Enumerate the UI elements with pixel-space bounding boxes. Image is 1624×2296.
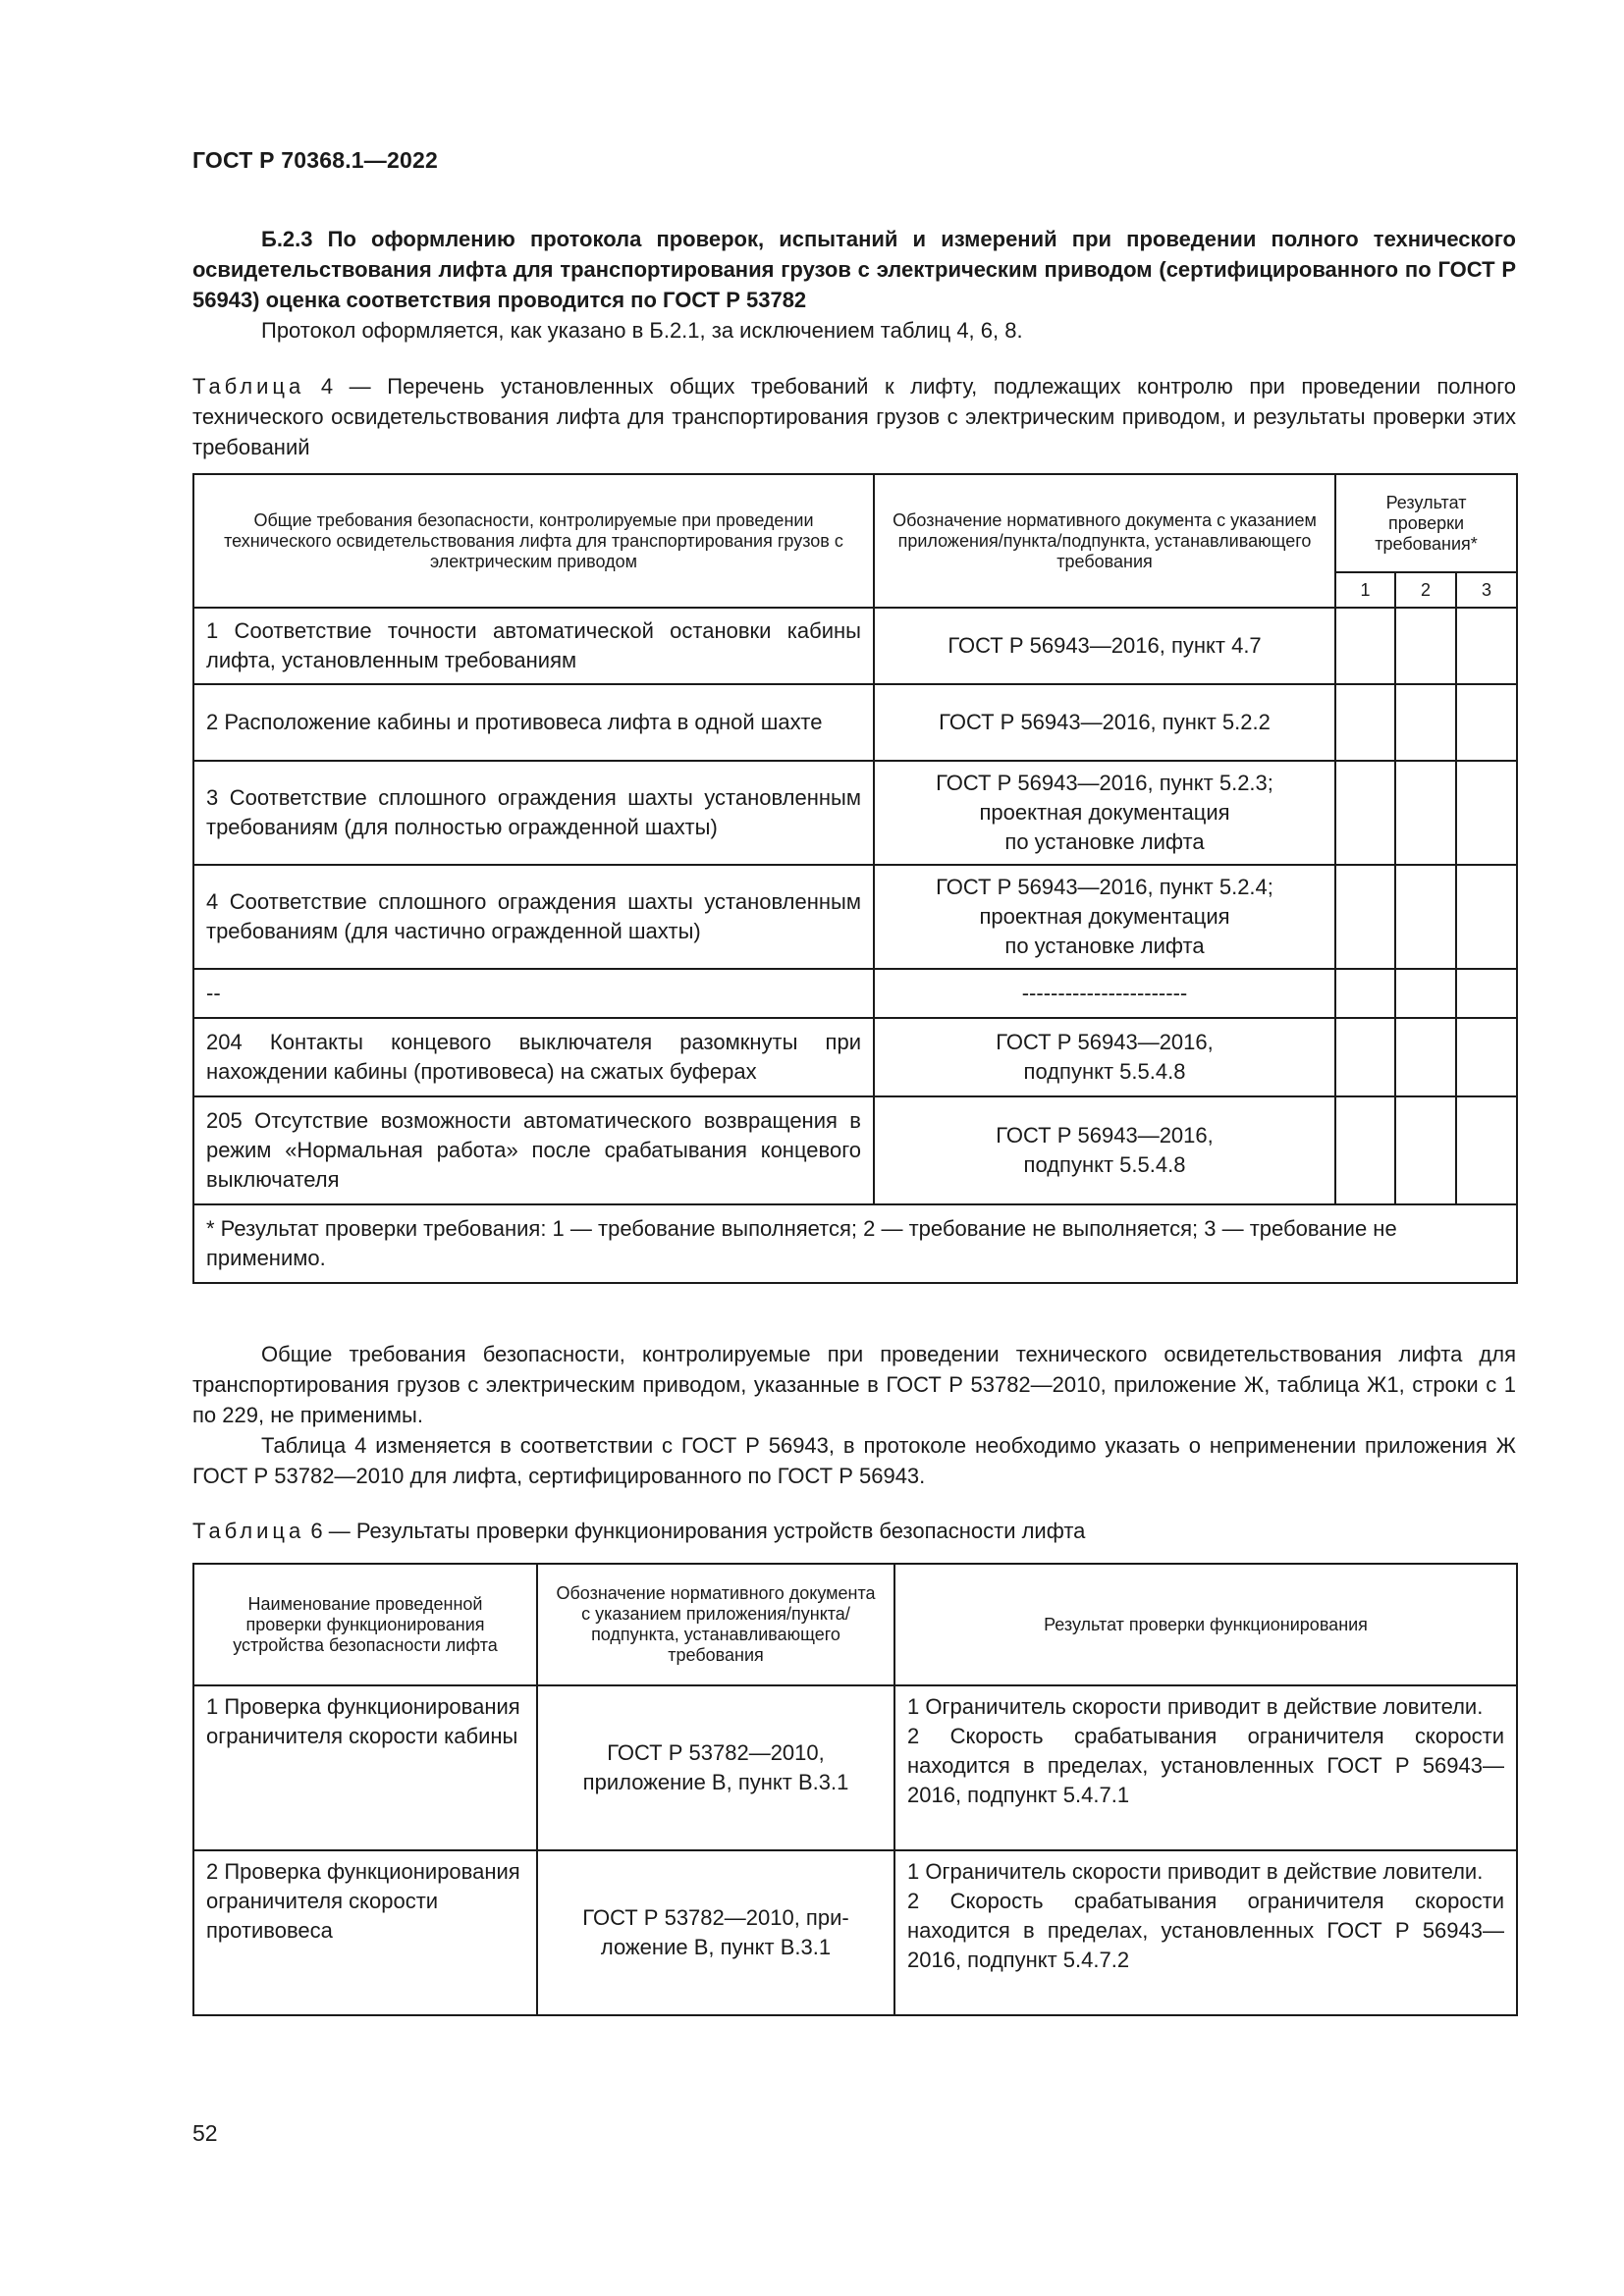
- table6-caption: [192, 1516, 1516, 1546]
- table6-caption-text: 6 — Результаты проверки функционирования устройств безопасности лифта: [304, 1519, 1086, 1543]
- page-number: 52: [192, 2120, 218, 2146]
- result-cell: [1456, 1096, 1517, 1204]
- table4-row2-document: ГОСТ Р 56943—2016, пункт 5.2.2: [874, 684, 1335, 761]
- paragraph: Общие требования безопасности, контролируемые при проведении технического освидетельствования лифта для транспортирования грузов с электрическим приводом, указанные в ГОСТ Р 53782—2010, приложение Ж, таблица Ж1, строки с 1 по 229, не применимы.: [192, 1342, 1516, 1427]
- table4-header-col2: 2: [1395, 572, 1456, 608]
- result-line: 1 Ограничитель скорости приводит в действие ловители.: [907, 1694, 1484, 1719]
- doc-line: ГОСТ Р 56943—2016, пункт 5.2.3;: [936, 771, 1273, 795]
- table4-caption: [192, 371, 1516, 462]
- table6-row1-result: [894, 1685, 1517, 1850]
- table-row: [193, 1096, 1517, 1204]
- table4-row7-requirement: 205 Отсутствие возможности автоматического возвращения в режим «Нормальная работа» после срабатывания концевого выключателя: [193, 1096, 874, 1204]
- result-cell: [1456, 608, 1517, 684]
- table6-row1-name: 1 Проверка функционирования ограничителя скорости кабины: [193, 1685, 537, 1850]
- table-row: [193, 761, 1517, 865]
- result-cell: [1335, 684, 1395, 761]
- result-cell: [1335, 608, 1395, 684]
- table4: [192, 473, 1518, 1284]
- table4-header-col1: 1: [1335, 572, 1395, 608]
- doc-line: приложение В, пункт В.3.1: [582, 1770, 849, 1794]
- table4-row4-document: [874, 865, 1335, 969]
- result-cell: [1335, 1018, 1395, 1096]
- table6-caption-word: Таблица: [192, 1519, 305, 1543]
- result-cell: [1395, 684, 1456, 761]
- result-cell: [1395, 865, 1456, 969]
- table4-row5-document: -----------------------: [874, 969, 1335, 1018]
- doc-line: ГОСТ Р 56943—2016,: [996, 1030, 1214, 1054]
- doc-line: ГОСТ Р 53782—2010, при-: [582, 1905, 849, 1930]
- result-cell: [1395, 969, 1456, 1018]
- table4-row3-requirement: 3 Соответствие сплошного ограждения шахты установленным требованиям (для полностью огражденной шахты): [193, 761, 874, 865]
- table-row: [193, 608, 1517, 684]
- result-cell: [1456, 684, 1517, 761]
- paragraph: Таблица 4 изменяется в соответствии с ГОСТ Р 56943, в протоколе необходимо указать о неприменении приложения Ж ГОСТ Р 53782—2010 для лифта, сертифицированного по ГОСТ Р 56943.: [192, 1433, 1516, 1488]
- result-line: 1 Ограничитель скорости приводит в действие ловители.: [907, 1859, 1484, 1884]
- result-cell: [1395, 1096, 1456, 1204]
- table-row: [193, 1685, 1517, 1850]
- table6-row2-name: 2 Проверка функционирования ограничителя скорости противовеса: [193, 1850, 537, 2015]
- doc-line: ГОСТ Р 56943—2016,: [996, 1123, 1214, 1148]
- result-cell: [1335, 865, 1395, 969]
- table4-header-col3: 3: [1456, 572, 1517, 608]
- section-b23: [192, 224, 1516, 346]
- result-cell: [1395, 761, 1456, 865]
- result-cell: [1456, 1018, 1517, 1096]
- result-cell: [1456, 865, 1517, 969]
- doc-line: ГОСТ Р 53782—2010,: [607, 1740, 825, 1765]
- after-table4-text: [192, 1339, 1516, 1491]
- table4-header-requirements: Общие требования безопасности, контролируемые при проведении технического освидетельствования лифта для транспортирования грузов с электрическим приводом: [193, 474, 874, 608]
- table6-header-document: Обозначение нормативного документа с указанием приложения/пункта/подпункта, устанавливающего требования: [537, 1564, 894, 1685]
- table4-row4-requirement: 4 Соответствие сплошного ограждения шахты установленным требованиям (для частично огражденной шахты): [193, 865, 874, 969]
- result-cell: [1395, 608, 1456, 684]
- result-cell: [1335, 1096, 1395, 1204]
- doc-line: по установке лифта: [1004, 829, 1205, 854]
- table4-caption-text: 4 — Перечень установленных общих требований к лифту, подлежащих контролю при проведении полного технического освидетельствования лифта для транспортирования грузов с электрическим приводом, и результаты проверки этих требований: [192, 374, 1516, 459]
- document-header: ГОСТ Р 70368.1—2022: [192, 147, 438, 173]
- table4-row1-requirement: 1 Соответствие точности автоматической остановки кабины лифта, установленным требованиям: [193, 608, 874, 684]
- result-cell: [1456, 761, 1517, 865]
- table4-header-document: Обозначение нормативного документа с указанием приложения/пункта/подпункта, устанавливающего требования: [874, 474, 1335, 608]
- table6-row2-result: [894, 1850, 1517, 2015]
- table-row: [193, 684, 1517, 761]
- section-body: Протокол оформляется, как указано в Б.2.1, за исключением таблиц 4, 6, 8.: [261, 318, 1023, 343]
- doc-line: проектная документация: [979, 800, 1230, 825]
- result-cell: [1395, 1018, 1456, 1096]
- doc-line: по установке лифта: [1004, 934, 1205, 958]
- section-title: Б.2.3 По оформлению протокола проверок, испытаний и измерений при проведении полного технического освидетельствования лифта для транспортирования грузов с электрическим приводом (сертифицированного по ГОСТ Р 56943) оценка соответствия проводится по ГОСТ Р 53782: [192, 227, 1516, 312]
- result-cell: [1456, 969, 1517, 1018]
- table4-row2-requirement: 2 Расположение кабины и противовеса лифта в одной шахте: [193, 684, 874, 761]
- result-line: 2 Скорость срабатывания ограничителя скорости находится в пределах, установленных ГОСТ Р 56943—2016, подпункт 5.4.7.1: [907, 1724, 1504, 1807]
- table-row: [193, 865, 1517, 969]
- table6-header-result: Результат проверки функционирования: [894, 1564, 1517, 1685]
- table-row: [193, 1850, 1517, 2015]
- table4-header-result: Результат проверки требования*: [1335, 474, 1517, 572]
- result-cell: [1335, 761, 1395, 865]
- result-cell: [1335, 969, 1395, 1018]
- table-row: [193, 1018, 1517, 1096]
- doc-line: ГОСТ Р 56943—2016, пункт 5.2.4;: [936, 875, 1273, 899]
- table4-row6-requirement: 204 Контакты концевого выключателя разомкнуты при нахождении кабины (противовеса) на сжатых буферах: [193, 1018, 874, 1096]
- table-row: [193, 969, 1517, 1018]
- doc-line: проектная документация: [979, 904, 1230, 929]
- doc-line: ложение В, пункт В.3.1: [600, 1935, 832, 1959]
- result-line: 2 Скорость срабатывания ограничителя скорости находится в пределах, установленных ГОСТ Р 56943—2016, подпункт 5.4.7.2: [907, 1889, 1504, 1972]
- table4-caption-word: Таблица: [192, 374, 305, 399]
- table6-header-name: Наименование проведенной проверки функционирования устройства безопасности лифта: [193, 1564, 537, 1685]
- doc-line: подпункт 5.5.4.8: [1023, 1059, 1186, 1084]
- table4-row1-document: ГОСТ Р 56943—2016, пункт 4.7: [874, 608, 1335, 684]
- table4-row5-requirement: --: [193, 969, 874, 1018]
- doc-line: подпункт 5.5.4.8: [1023, 1152, 1186, 1177]
- table4-row6-document: [874, 1018, 1335, 1096]
- table4-footnote: * Результат проверки требования: 1 — требование выполняется; 2 — требование не выполняется; 3 — требование не применимо.: [193, 1204, 1517, 1283]
- table6: [192, 1563, 1518, 2016]
- table4-row3-document: [874, 761, 1335, 865]
- table4-row7-document: [874, 1096, 1335, 1204]
- table6-row1-document: [537, 1685, 894, 1850]
- table6-row2-document: [537, 1850, 894, 2015]
- table-row: [193, 1204, 1517, 1283]
